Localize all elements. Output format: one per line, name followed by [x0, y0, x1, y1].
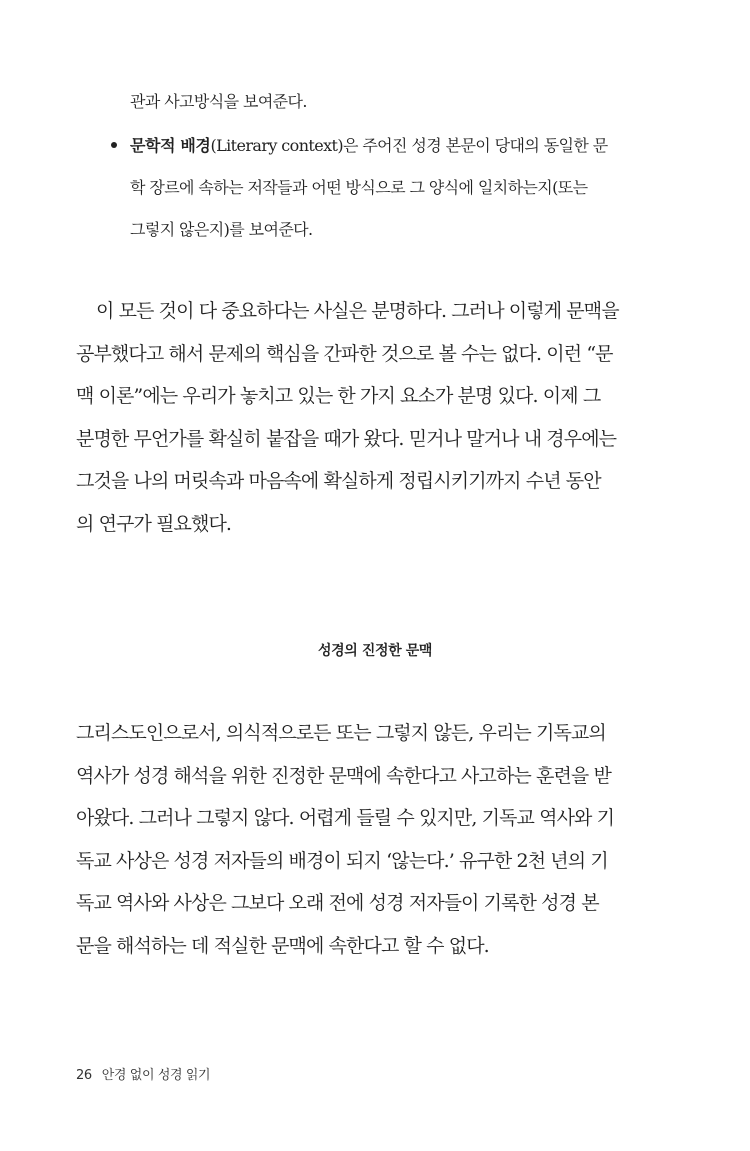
paragraph-2-line: 독교 사상은 성경 저자들의 배경이 되지 ‘않는다.’ 유구한 2천 년의 기 — [76, 849, 608, 872]
bullet-line-2: 학 장르에 속하는 저작들과 어떤 방식으로 그 양식에 일치하는지(또는 — [130, 178, 588, 197]
section-heading: 성경의 진정한 문맥 — [318, 643, 432, 659]
paragraph-2 — [76, 720, 615, 975]
paragraph-1 — [76, 298, 619, 553]
bullet-dot-icon — [111, 142, 117, 148]
bullet-line-1-rest: (Literary context)은 주어진 성경 본문이 당대의 동일한 문 — [210, 136, 608, 155]
paragraph-2-line: 역사가 성경 해석을 위한 진정한 문맥에 속한다고 사고하는 훈련을 받 — [76, 764, 611, 787]
paragraph-1-line: 이 모든 것이 다 중요하다는 사실은 분명하다. 그러나 이렇게 문맥을 — [96, 300, 619, 322]
paragraph-1-line: 맥 이론”에는 우리가 놓치고 있는 한 가지 요소가 분명 있다. 이제 그 — [76, 385, 601, 407]
top-fragment: 관과 사고방식을 보여준다. — [130, 92, 307, 111]
paragraph-2-line: 독교 역사와 사상은 그보다 오래 전에 성경 저자들이 기록한 성경 본 — [76, 892, 599, 914]
bullet-line-1 — [130, 134, 610, 176]
paragraph-2-line: 아왔다. 그러나 그렇지 않다. 어렵게 들릴 수 있지만, 기독교 역사와 기 — [76, 807, 615, 829]
bullet-term: 문학적 배경 — [130, 136, 211, 155]
bullet-text — [130, 134, 610, 260]
paragraph-2-line: 문을 해석하는 데 적실한 문맥에 속한다고 할 수 없다. — [76, 934, 489, 957]
paragraph-2-line: 그리스도인으로서, 의식적으로든 또는 그렇지 않든, 우리는 기독교의 — [76, 722, 606, 744]
paragraph-1-line: 의 연구가 필요했다. — [76, 512, 232, 535]
page-footer — [76, 1064, 210, 1083]
paragraph-1-line: 분명한 무언가를 확실히 붙잡을 때가 왔다. 믿거나 말거나 내 경우에는 — [76, 427, 617, 450]
paragraph-1-line: 그것을 나의 머릿속과 마음속에 확실하게 정립시키기까지 수년 동안 — [76, 470, 601, 492]
page-number: 26 — [76, 1068, 92, 1083]
bullet-line-3: 그렇지 않은지)를 보여준다. — [130, 220, 313, 239]
paragraph-1-line: 공부했다고 해서 문제의 핵심을 간파한 것으로 볼 수는 없다. 이런 “문 — [76, 342, 613, 365]
book-title: 안경 없이 성경 읽기 — [101, 1068, 211, 1083]
